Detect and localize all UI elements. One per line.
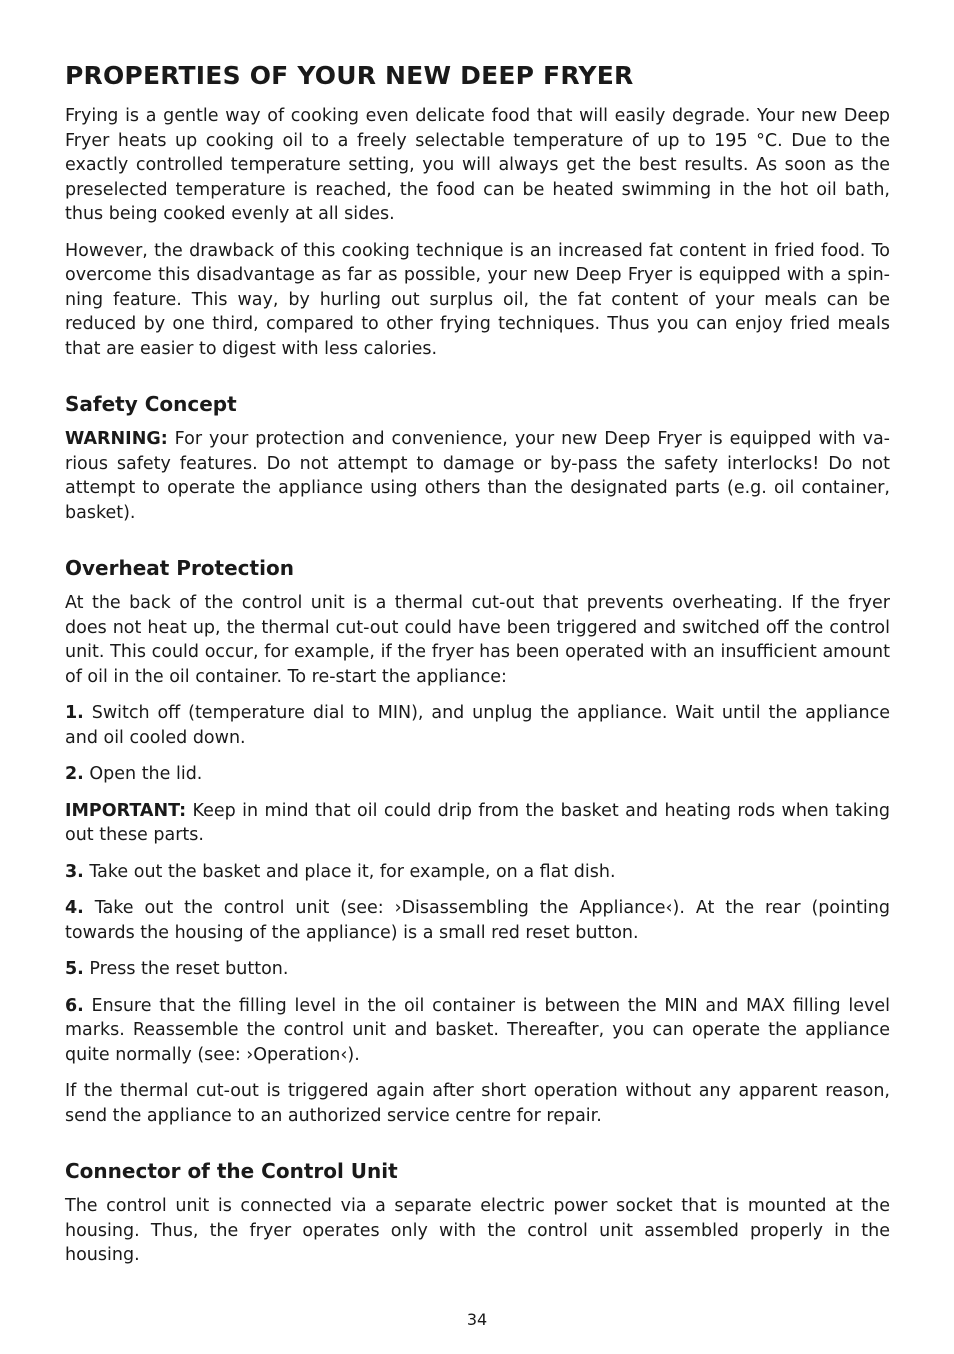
connector-heading: Connector of the Control Unit <box>65 1159 398 1183</box>
step-number: 3. <box>65 861 84 882</box>
overheat-intro: At the back of the control unit is a thermal cut-out that prevents overheating. If the fryer does not heat up, the thermal cut-out could have been triggered and switched off the control unit. This could occur, for example, if the fryer has been operated with an insufficient amount of oil in the oil container. To re-start the appliance: <box>65 593 890 687</box>
important-note <box>65 799 890 848</box>
step-6 <box>65 994 890 1068</box>
page-title: PROPERTIES OF YOUR NEW DEEP FRYER <box>65 61 634 90</box>
overheat-heading: Overheat Protection <box>65 556 294 580</box>
step-text: Press the reset button. <box>83 959 289 979</box>
step-text: Take out the basket and place it, for example, on a flat dish. <box>83 861 616 882</box>
step-number: 1. <box>65 703 84 723</box>
step-3 <box>65 860 890 885</box>
step-2 <box>65 762 890 787</box>
important-label: IMPORTANT: <box>65 800 187 821</box>
page-number: 34 <box>466 1310 488 1329</box>
manual-page <box>65 58 890 1280</box>
intro-paragraph-1: Frying is a gentle way of cooking even delicate food that will easily degrade. Your new Deep Fryer heats up cooking oil to a freely selectable temperature of up to 195 °C. Due to the exactly controlled temperature setting, you will always get the best results. As soon as the preselected temperature is reached, the food can be heated swimming in the hot oil bath, thus being cooked evenly at all sides. <box>65 106 890 224</box>
step-number: 5. <box>65 959 84 979</box>
intro-paragraph-2: However, the drawback of this cooking technique is an increased fat content in fried food. To overcome this disadvantage as far as possible, your new Deep Fryer is equipped with a spinning feature. This way, by hurling out surplus oil, the fat content of your meals can be reduced by one third, compared to other frying techniques. Thus you can enjoy fried meals that are easier to digest with less calories. <box>65 240 890 359</box>
step-text: Switch off (temperature dial to MIN), and unplug the appliance. Wait until the appliance and oil cooled down. <box>65 703 890 748</box>
overheat-closing: If the thermal cut-out is triggered again after short operation without any apparent reason, send the appliance to an authorized service centre for repair. <box>65 1081 890 1126</box>
warning-text: For your protection and convenience, your new Deep Fryer is equipped with various safety features. Do not attempt to damage or by-pass the safety interlocks! Do not attempt to operate the appliance using others than the designated parts (e.g. oil container, basket). <box>65 429 890 523</box>
step-number: 4. <box>65 898 84 918</box>
step-1 <box>65 701 890 750</box>
warning-label: WARNING: <box>65 429 168 449</box>
connector-paragraph: The control unit is connected via a separate electric power socket that is mounted at the housing. Thus, the fryer operates only with the control unit assembled properly in the housing. <box>65 1196 890 1265</box>
important-text: Keep in mind that oil could drip from the basket and heating rods when taking out these parts. <box>65 800 890 845</box>
safety-warning-paragraph <box>65 427 890 525</box>
step-text: Open the lid. <box>83 764 203 784</box>
step-text: Take out the control unit (see: ›Disassembling the Appliance‹). At the rear (pointing towards the housing of the appliance) is a small red reset button. <box>65 898 890 943</box>
step-text: Ensure that the filling level in the oil container is between the MIN and MAX filling level marks. Reassemble the control unit and basket. Thereafter, you can operate the appliance quite normally (see: ›Operation‹). <box>65 995 890 1065</box>
step-number: 2. <box>65 764 84 784</box>
step-4 <box>65 896 890 945</box>
safety-heading: Safety Concept <box>65 392 237 416</box>
step-5 <box>65 957 890 982</box>
step-number: 6. <box>65 995 84 1016</box>
